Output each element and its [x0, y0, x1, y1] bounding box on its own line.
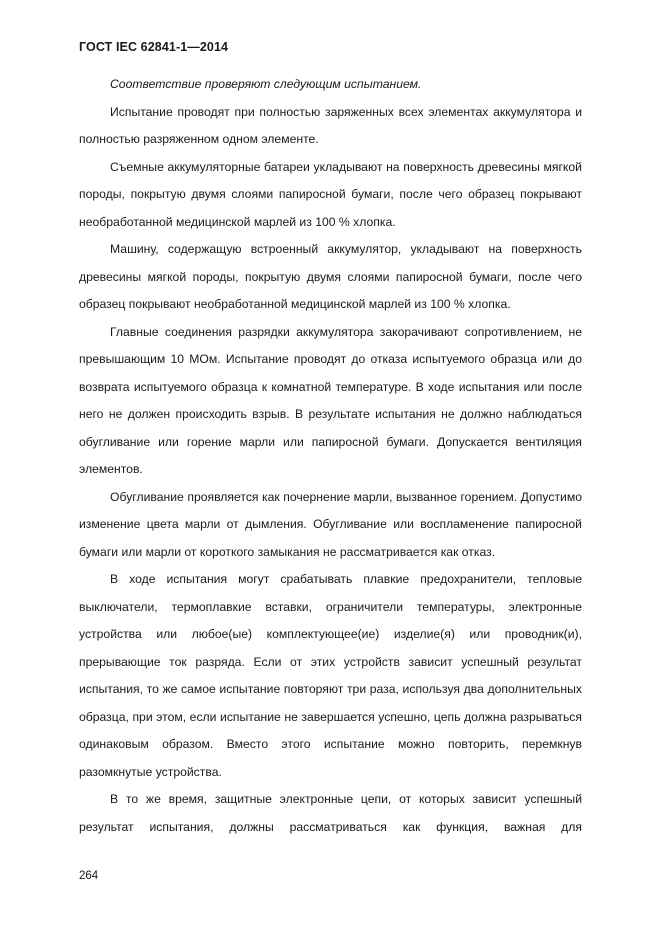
paragraph-built-in-battery: Машину, содержащую встроенный аккумулятор, укладывают на поверхность древесины мягкой породы, покрытую двумя слоями папиросной бумаги, после чего образец покрывают необработанной медицинской марлей из 100 % хлопка. [79, 242, 582, 311]
paragraph-test-conditions: Испытание проводят при полностью заряженных всех элементах аккумулятора и полностью разряженном одном элементе. [79, 104, 582, 146]
paragraph-removable-batteries: Съемные аккумуляторные батареи укладывают на поверхность древесины мягкой породы, покрытую двумя слоями папиросной бумаги, после чего образец покрывают необработанной медицинской марлей из 100 % хлопка. [79, 159, 582, 229]
paragraph-compliance-check: Соответствие проверяют следующим испытанием. [110, 77, 422, 91]
document-header: ГОСТ IEC 62841-1—2014 [79, 40, 229, 54]
paragraph-charring: Обугливание проявляется как почернение марли, вызванное горением. Допустимо изменение цвета марли от дымления. Обугливание или воспламенение папиросной бумаги или марли от короткого замыкания не рассматривается как отказ. [79, 489, 582, 559]
page-number: 264 [79, 870, 99, 882]
document-body [79, 71, 582, 841]
paragraph-electronic-circuits: В то же время, защитные электронные цепи, от которых зависит успешный результат испытания, должны рассматриваться как функция, важная для [79, 792, 582, 834]
paragraph-short-circuit-test: Главные соединения разрядки аккумулятора закорачивают сопротивлением, не превышающим 10 МОм. Испытание проводят до отказа испытуемого образца или до возврата испытуемого образца к комнатной температуре. В ходе испытания или после него не должен происходить взрыв. В результате испытания не должно наблюдаться обугливание или горение марли или папиросной бумаги. Допускается вентиляция элементов. [79, 324, 582, 476]
paragraph-protective-devices: В ходе испытания могут срабатывать плавкие предохранители, тепловые выключатели, термоплавкие вставки, ограничители температуры, электронные устройства или любое(ые) комплектующее(ие) изделие(я) или проводник(и), прерывающие ток разряда. Если от этих устройств зависит успешный результат испытания, то же самое испытание повторяют три раза, используя два дополнительных образца, при этом, если испытание не завершается успешно, цепь должна разрываться одинаковым образом. Вместо этого испытание можно повторить, перемкнув разомкнутые устройства. [79, 572, 582, 779]
